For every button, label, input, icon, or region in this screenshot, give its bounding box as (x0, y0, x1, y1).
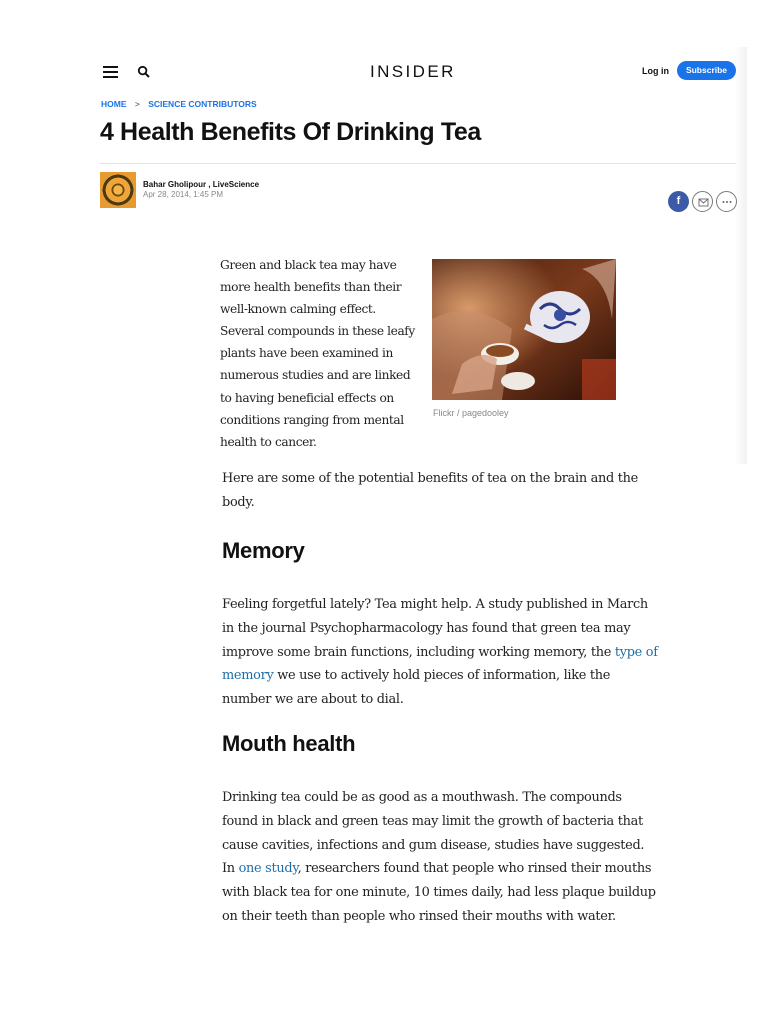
memory-text-after: we use to actively hold pieces of information, like the number we are about to dial. (222, 668, 611, 708)
subscribe-button[interactable]: Subscribe (677, 61, 736, 80)
mouth-text-after: , researchers found that people who rinsed their mouths with black tea for one minute, 10 times daily, had less plaque buildup on their teeth than people who rinsed their mouths with water. (222, 861, 656, 924)
author-name[interactable]: Bahar Gholipour , LiveScience (143, 180, 260, 189)
article-title: 4 Health Benefits Of Drinking Tea (100, 118, 481, 146)
tea-pouring-photo (432, 259, 616, 400)
facebook-icon[interactable]: f (668, 191, 689, 212)
lead-paragraph: Green and black tea may have more health benefits than their well-known calming effect. Several compounds in these leafy plants have been examined in numerous studies and are linked to having beneficial effects on conditions ranging from mental health to cancer. (220, 258, 415, 449)
mouth-health-paragraph (222, 786, 658, 929)
insider-logo[interactable]: INSIDER (370, 62, 456, 81)
memory-text-before: Feeling forgetful lately? Tea might help. A study published in March in the journal Psychopharmacology has found that green tea may improve some brain functions, including working memory, the (222, 597, 648, 660)
breadcrumb-separator: > (134, 99, 140, 109)
image-caption: Flickr / pagedooley (433, 408, 509, 418)
breadcrumb-home[interactable]: HOME (101, 99, 127, 109)
publish-date: Apr 28, 2014, 1:45 PM (143, 190, 224, 199)
login-link[interactable]: Log in (642, 66, 669, 76)
section-heading-mouth-health: Mouth health (222, 731, 356, 756)
section-heading-memory: Memory (222, 538, 305, 563)
divider (100, 163, 736, 164)
breadcrumb (101, 99, 257, 109)
memory-paragraph (222, 593, 658, 712)
type-of-memory-link[interactable]: type of memory (222, 644, 658, 684)
author-avatar[interactable] (100, 172, 136, 208)
hamburger-menu-icon[interactable] (103, 66, 118, 78)
more-icon[interactable] (716, 191, 737, 212)
email-icon[interactable] (692, 191, 713, 212)
intro-paragraph: Here are some of the potential benefits of tea on the brain and the body. (222, 471, 638, 510)
one-study-link[interactable]: one study (238, 861, 298, 877)
search-icon[interactable] (137, 65, 151, 79)
mouth-text-before: Drinking tea could be as good as a mouthwash. The compounds found in black and green teas may limit the growth of bacteria that cause cavities, infections and gum disease, studies have suggested. In (222, 790, 645, 877)
page-edge-shadow (735, 47, 747, 464)
breadcrumb-science-contributors[interactable]: SCIENCE CONTRIBUTORS (148, 99, 257, 109)
